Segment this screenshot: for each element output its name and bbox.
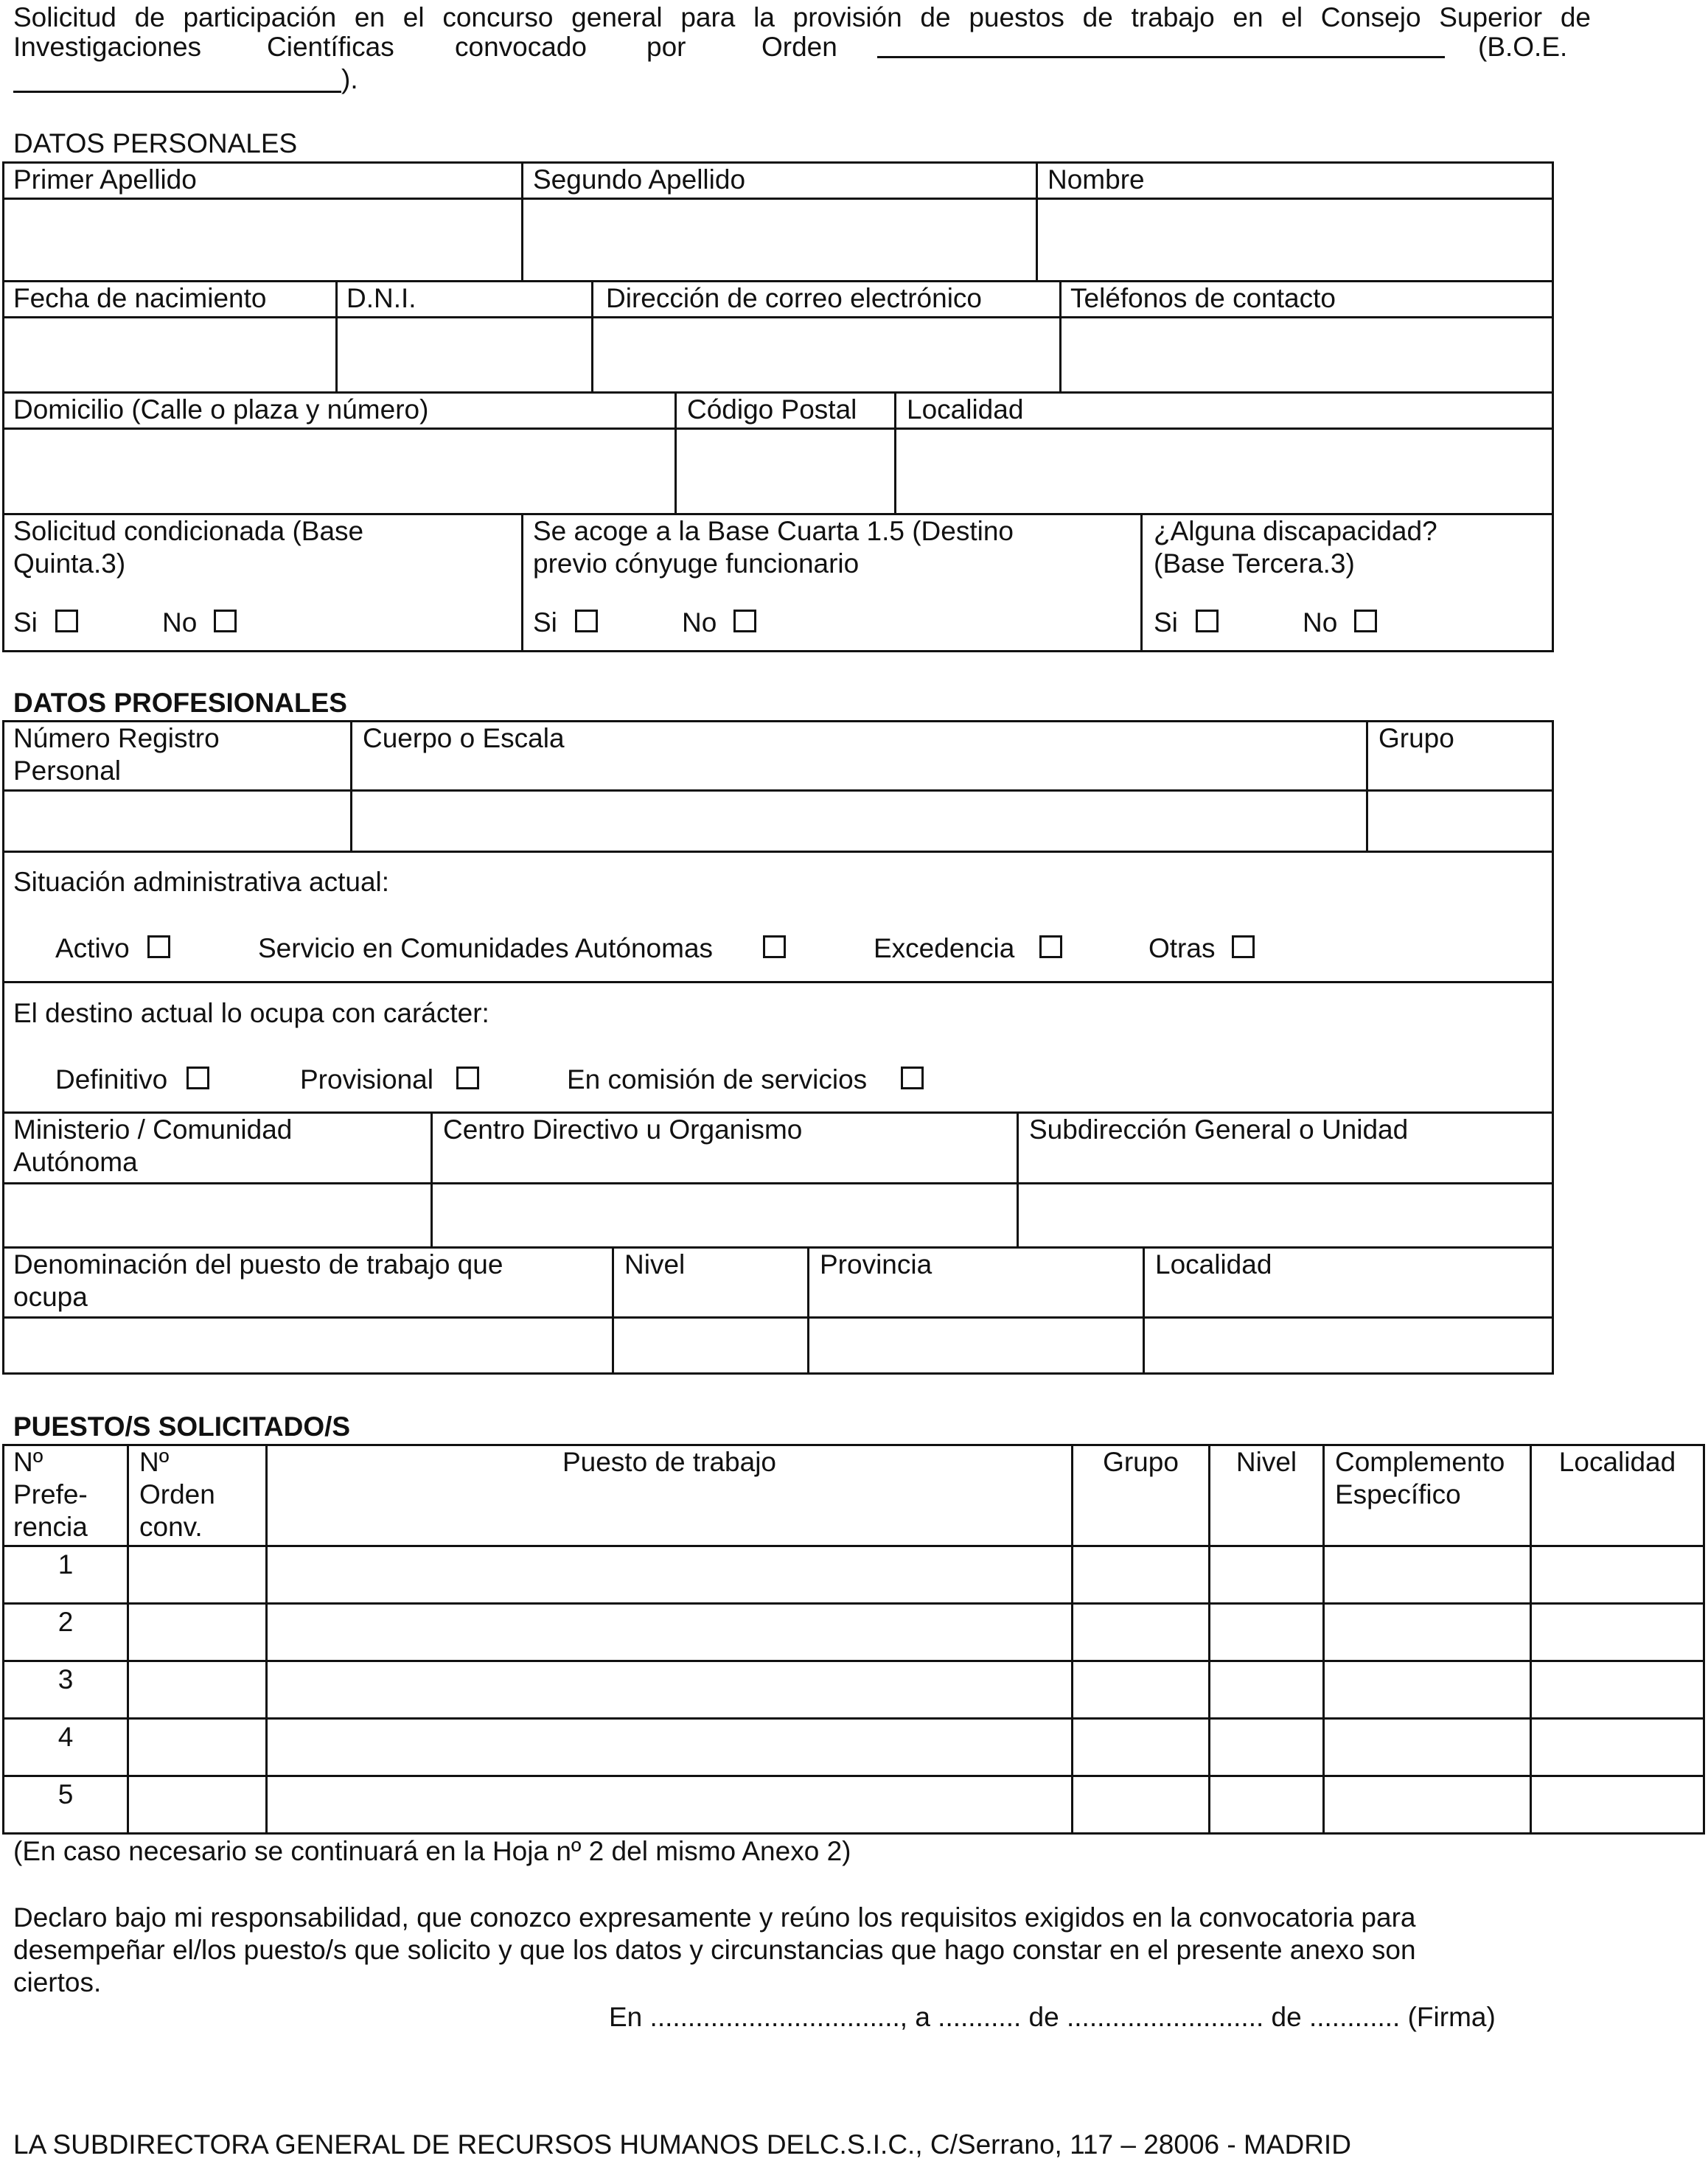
destino-comision-checkbox[interactable] [901, 1067, 924, 1089]
header-word-orden: Orden [761, 32, 837, 62]
label-nrp-line2: Personal [13, 755, 122, 786]
label-denominacion-line1: Denominación del puesto de trabajo que [13, 1249, 503, 1280]
header-word-por: por [646, 32, 686, 62]
input-nombre[interactable] [1039, 201, 1550, 279]
label-segundo-apellido: Segundo Apellido [533, 164, 746, 195]
situacion-excedencia-checkbox[interactable] [1039, 935, 1062, 958]
col-pref-line3: rencia [13, 1512, 88, 1542]
destino-definitivo-label: Definitivo [55, 1064, 168, 1095]
q-condicionada-si-label: Si [13, 607, 38, 638]
input-ministerio[interactable] [6, 1186, 428, 1245]
label-telefonos: Teléfonos de contacto [1070, 283, 1336, 313]
label-primer-apellido: Primer Apellido [13, 164, 197, 195]
row-1-input[interactable] [130, 1549, 1701, 1600]
boe-blank[interactable] [13, 91, 341, 93]
input-primer-apellido[interactable] [6, 201, 519, 279]
declaration-line-1: Declaro bajo mi responsabilidad, que conozco expresamente y reúno los requisitos exigidos en la convocatoria para [13, 1902, 1416, 1933]
col-nivel-header: Nivel [1235, 1447, 1297, 1477]
input-cuerpo[interactable] [354, 793, 1364, 849]
professional-section-title: DATOS PROFESIONALES [13, 688, 347, 718]
input-email[interactable] [595, 320, 1057, 390]
input-subdireccion[interactable] [1020, 1186, 1550, 1245]
q-condicionada-no-label: No [162, 607, 198, 638]
label-email: Dirección de correo electrónico [606, 283, 983, 313]
label-nombre: Nombre [1048, 164, 1145, 195]
col-grupo-header: Grupo [1103, 1447, 1179, 1477]
label-fecha-nacimiento: Fecha de nacimiento [13, 283, 267, 313]
destino-label: El destino actual lo ocupa con carácter: [13, 998, 489, 1028]
destino-provisional-label: Provisional [300, 1064, 433, 1095]
label-denominacion-line2: ocupa [13, 1282, 88, 1312]
q-condicionada-line2: Quinta.3) [13, 548, 126, 579]
input-denominacion[interactable] [6, 1320, 610, 1371]
col-orden-line2: Orden [139, 1479, 215, 1509]
q-discapacidad-si-label: Si [1154, 607, 1178, 638]
input-codigo-postal[interactable] [678, 431, 892, 511]
input-segundo-apellido[interactable] [525, 201, 1033, 279]
label-ministerio-line1: Ministerio / Comunidad [13, 1114, 293, 1145]
situacion-otras-label: Otras [1148, 933, 1216, 963]
q-base-cuarta-no-checkbox[interactable] [733, 610, 756, 632]
q-base-cuarta-si-checkbox[interactable] [575, 610, 598, 632]
q-discapacidad-si-checkbox[interactable] [1196, 610, 1219, 632]
q-discapacidad-no-label: No [1303, 607, 1338, 638]
input-dni[interactable] [339, 320, 589, 390]
input-fecha-nacimiento[interactable] [6, 320, 333, 390]
label-codigo-postal: Código Postal [687, 394, 857, 425]
row-number: 1 [57, 1549, 74, 1580]
q-discapacidad-line1: ¿Alguna discapacidad? [1154, 516, 1437, 546]
destino-provisional-checkbox[interactable] [456, 1067, 479, 1089]
label-ministerio-line2: Autónoma [13, 1147, 138, 1177]
situacion-excedencia-label: Excedencia [874, 933, 1015, 963]
input-grupo[interactable] [1370, 793, 1550, 849]
label-localidad-actual: Localidad [1155, 1249, 1272, 1280]
q-discapacidad-no-checkbox[interactable] [1354, 610, 1377, 632]
col-localidad-header: Localidad [1558, 1447, 1676, 1477]
col-orden-line3: conv. [139, 1512, 203, 1542]
header-line-1: Solicitud de participación en el concurso general para la provisión de puestos de trabajo en el Consejo Superior de [13, 2, 1591, 32]
declaration-line-2: desempeñar el/los puesto/s que solicito y que los datos y circunstancias que hago constar en el presente anexo son [13, 1935, 1416, 1965]
situacion-activo-label: Activo [55, 933, 130, 963]
col-pref-line2: Prefe- [13, 1479, 88, 1509]
col-orden-line1: Nº [139, 1447, 170, 1477]
label-cuerpo: Cuerpo o Escala [363, 723, 565, 753]
destino-comision-label: En comisión de servicios [567, 1064, 868, 1095]
requested-section-title: PUESTO/S SOLICITADO/S [13, 1411, 351, 1442]
label-dni: D.N.I. [346, 283, 416, 313]
col-complemento-line1: Complemento [1335, 1447, 1505, 1477]
col-complemento-line2: Específico [1335, 1479, 1461, 1509]
row-number: 2 [57, 1607, 74, 1637]
q-condicionada-si-checkbox[interactable] [55, 610, 78, 632]
input-domicilio[interactable] [6, 431, 672, 511]
label-grupo: Grupo [1378, 723, 1454, 753]
header-close: ). [341, 64, 358, 94]
header-word-cientificas: Científicas [267, 32, 394, 62]
continuation-note: (En caso necesario se continuará en la Hoja nº 2 del mismo Anexo 2) [13, 1836, 851, 1866]
row-3-input[interactable] [130, 1664, 1701, 1715]
row-number: 5 [57, 1779, 74, 1809]
row-2-input[interactable] [130, 1606, 1701, 1658]
input-nivel-actual[interactable] [616, 1320, 805, 1371]
q-condicionada-no-checkbox[interactable] [214, 610, 237, 632]
q-base-cuarta-no-label: No [682, 607, 717, 638]
label-centro-directivo: Centro Directivo u Organismo [443, 1114, 803, 1145]
label-localidad-personal: Localidad [907, 394, 1024, 425]
input-localidad-actual[interactable] [1146, 1320, 1550, 1371]
boe-label: (B.O.E. [1478, 32, 1568, 62]
header-word-convocado: convocado [455, 32, 587, 62]
orden-blank[interactable] [877, 56, 1445, 58]
label-provincia: Provincia [820, 1249, 933, 1280]
q-base-cuarta-si-label: Si [533, 607, 557, 638]
q-base-cuarta-line1: Se acoge a la Base Cuarta 1.5 (Destino [533, 516, 1014, 546]
col-puesto-header: Puesto de trabajo [562, 1447, 777, 1477]
header-word-investigaciones: Investigaciones [13, 32, 202, 62]
declaration-line-3: ciertos. [13, 1967, 102, 1997]
row-4-input[interactable] [130, 1721, 1701, 1773]
personal-section-title: DATOS PERSONALES [13, 128, 298, 158]
label-domicilio: Domicilio (Calle o plaza y número) [13, 394, 429, 425]
situacion-ccaa-checkbox[interactable] [763, 935, 786, 958]
footer-addressee: LA SUBDIRECTORA GENERAL DE RECURSOS HUMANOS DELC.S.I.C., C/Serrano, 117 – 28006 - MADRID [13, 2129, 1351, 2160]
situacion-activo-checkbox[interactable] [147, 935, 170, 958]
input-localidad-personal[interactable] [898, 431, 1550, 511]
signature-line[interactable]: En ................................., a ........... de .......................... de ............ (Firma) [609, 2002, 1496, 2032]
label-nrp-line1: Número Registro [13, 723, 220, 753]
label-nivel-actual: Nivel [624, 1249, 686, 1280]
q-base-cuarta-line2: previo cónyuge funcionario [533, 548, 860, 579]
row-5-input[interactable] [130, 1779, 1701, 1830]
situacion-ccaa-label: Servicio en Comunidades Autónomas [258, 933, 714, 963]
input-centro-directivo[interactable] [434, 1186, 1014, 1245]
row-number: 3 [57, 1664, 74, 1694]
situacion-label: Situación administrativa actual: [13, 867, 390, 897]
q-condicionada-line1: Solicitud condicionada (Base [13, 516, 364, 546]
situacion-otras-checkbox[interactable] [1232, 935, 1255, 958]
input-telefonos[interactable] [1063, 320, 1550, 390]
destino-definitivo-checkbox[interactable] [187, 1067, 209, 1089]
input-provincia[interactable] [811, 1320, 1140, 1371]
label-subdireccion: Subdirección General o Unidad [1029, 1114, 1409, 1145]
input-nrp[interactable] [6, 793, 348, 849]
col-pref-line1: Nº [13, 1447, 43, 1477]
q-discapacidad-line2: (Base Tercera.3) [1154, 548, 1355, 579]
row-number: 4 [57, 1722, 74, 1752]
